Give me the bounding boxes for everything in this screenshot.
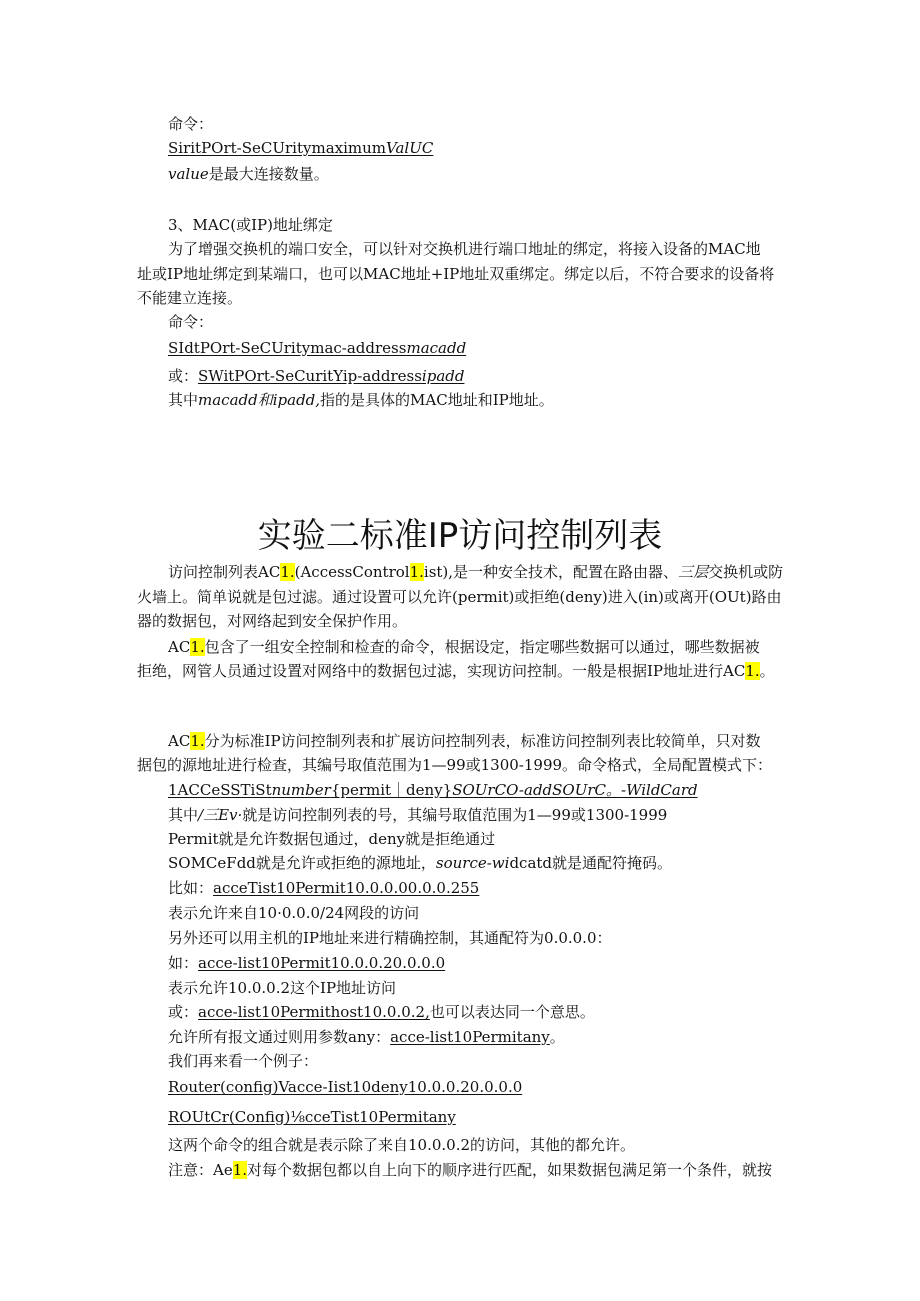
text-run: 比如： xyxy=(168,879,214,897)
intro-line xyxy=(168,562,783,582)
example-2-desc: 表示允许10.0.0.2这个IP地址访问 xyxy=(168,979,397,997)
text-run: 访问控制列表AC xyxy=(168,563,281,581)
highlight-mark: 1. xyxy=(745,662,760,680)
example-2 xyxy=(168,953,445,973)
command-ip-binding-line xyxy=(168,366,464,386)
example-3 xyxy=(168,1002,595,1022)
text-run: 分为标准IP访问控制列表和扩展访问控制列表，标准访问控制列表比较简单，只对数 xyxy=(204,732,761,750)
text-run: 如： xyxy=(168,954,199,972)
command-mac-binding xyxy=(168,338,466,358)
permit-note: Permit就是允许数据包通过，deny就是拒绝通过 xyxy=(168,830,496,848)
italic-run: source-wi xyxy=(435,854,510,872)
host-intro: 另外还可以用主机的IP地址来进行精确控制，其通配符为0.0.0.0： xyxy=(168,929,612,947)
highlight-mark: 1. xyxy=(232,1161,248,1179)
std-acl-line xyxy=(168,731,761,751)
text-run: 或： xyxy=(168,1003,199,1021)
intro-line: 器的数据包，对网络起到安全保护作用。 xyxy=(137,612,408,630)
command-arg: ValUC xyxy=(386,139,434,157)
text-run: 就是访问控制列表的号，其编号取值范围为1—99或1300-1999 xyxy=(242,806,668,824)
command-text: SIdtPOrt-SeCUritymac-address xyxy=(168,339,407,357)
highlight-mark: 1. xyxy=(280,563,295,581)
combo-note: 这两个命令的组合就是表示除了来自10.0.0.2的访问，其他的都允许。 xyxy=(168,1136,636,1154)
another-example: 我们再来看一个例子： xyxy=(168,1052,319,1070)
example-command: acce-list10Permitany xyxy=(390,1028,550,1046)
command-ip-binding xyxy=(198,367,464,385)
text-run: 拒绝，网管人员通过设置对网络中的数据包过滤，实现访问控制。一般是根据IP地址进行AC xyxy=(137,662,746,680)
text-run: 。 xyxy=(549,1028,565,1046)
note-terms: macadd和ipadd, xyxy=(198,391,321,409)
italic-run: SOUrCO-addSOUrC。-WildCard xyxy=(452,781,698,799)
text-run: {permit｜deny} xyxy=(330,781,453,799)
text-run: 1ACCeSSTiSt xyxy=(168,781,272,799)
command-arg: ipadd xyxy=(421,367,465,385)
text-run: 注意：Ae xyxy=(168,1161,233,1179)
value-note xyxy=(168,164,329,184)
intro-line xyxy=(137,661,775,681)
text-run: 允许所有报文通过则用参数any： xyxy=(168,1028,391,1046)
router-command-2: ROUtCr(Config)⅛cceTist10Permitany xyxy=(168,1108,456,1126)
note-rest: 指的是具体的MAC地址和IP地址。 xyxy=(320,391,554,409)
text-run: SOMCeFdd就是允许或拒绝的源地址， xyxy=(168,854,436,872)
text-run: 对每个数据包都以自上向下的顺序进行匹配，如果数据包满足第一个条件，就按 xyxy=(247,1161,773,1179)
binding-para-line: 址或IP地址绑定到某端口，也可以MAC地址+IP地址双重绑定。绑定以后，不符合要求的设备将 xyxy=(137,265,775,283)
italic-run: /三Ev· xyxy=(198,806,243,824)
text-run: 其中 xyxy=(168,806,199,824)
note-pre: 其中 xyxy=(168,391,199,409)
binding-para-line: 不能建立连接。 xyxy=(137,289,243,307)
page-title: 实验二标准IP访问控制列表 xyxy=(257,516,663,556)
address-note xyxy=(168,390,554,410)
text-run: 也可以表达同一个意思。 xyxy=(429,1003,595,1021)
text-run: 。 xyxy=(759,662,775,680)
italic-run: 三层 xyxy=(678,563,709,581)
command-text: SiritPOrt-SeCUritymaximum xyxy=(168,139,386,157)
text-run: AC xyxy=(168,732,191,750)
text-run: AC xyxy=(168,638,191,656)
command-max-connections xyxy=(168,138,433,158)
italic-run: number xyxy=(271,781,331,799)
text-run: ist),是一种安全技术，配置在路由器、 xyxy=(423,563,679,581)
text-run: 包含了一组安全控制和检查的命令，根据设定，指定哪些数据可以通过，哪些数据被 xyxy=(204,638,760,656)
command-label: 命令： xyxy=(168,115,214,133)
source-note xyxy=(168,853,672,873)
command-text: SWitPOrt-SeCuritYip-address xyxy=(198,367,422,385)
example-1 xyxy=(168,878,479,898)
highlight-mark: 1. xyxy=(190,638,205,656)
router-command-1: Router(config)Vacce-Iist10deny10.0.0.20.0.0.0 xyxy=(168,1078,523,1096)
or-prefix: 或： xyxy=(168,367,199,385)
highlight-mark: 1. xyxy=(190,732,205,750)
std-acl-line: 据包的源地址进行检查，其编号取值范围为1—99或1300-1999。命令格式，全局配置模式下： xyxy=(137,756,773,774)
highlight-mark: 1. xyxy=(409,563,424,581)
example-command: acce-list10Permithost10.0.0.2, xyxy=(198,1003,430,1021)
example-command: acce-list10Permit10.0.0.20.0.0.0 xyxy=(198,954,446,972)
value-desc: 是最大连接数量。 xyxy=(208,165,329,183)
any-note xyxy=(168,1027,565,1047)
command-format xyxy=(168,780,698,800)
example-command: acceTist10Permit10.0.0.00.0.0.255 xyxy=(213,879,480,897)
command-arg: macadd xyxy=(406,339,467,357)
intro-line xyxy=(168,637,760,657)
number-note xyxy=(168,805,667,825)
section-heading-binding: 3、MAC(或IP)地址绑定 xyxy=(168,216,333,234)
binding-para-line: 为了增强交换机的端口安全，可以针对交换机进行端口地址的绑定，将接入设备的MAC地 xyxy=(168,240,761,258)
command-label: 命令： xyxy=(168,313,214,331)
intro-line: 火墙上。简单说就是包过滤。通过设置可以允许(permit)或拒绝(deny)进入(in)或离开(OUt)路由 xyxy=(137,588,782,606)
text-run: dcatd就是通配符掩码。 xyxy=(509,854,673,872)
attention-note xyxy=(168,1160,772,1180)
text-run: (AccessControl xyxy=(294,563,410,581)
text-run: 交换机或防 xyxy=(708,563,784,581)
example-1-desc: 表示允许来自10·0.0.0/24网段的访问 xyxy=(168,904,420,922)
value-term: value xyxy=(168,165,209,183)
